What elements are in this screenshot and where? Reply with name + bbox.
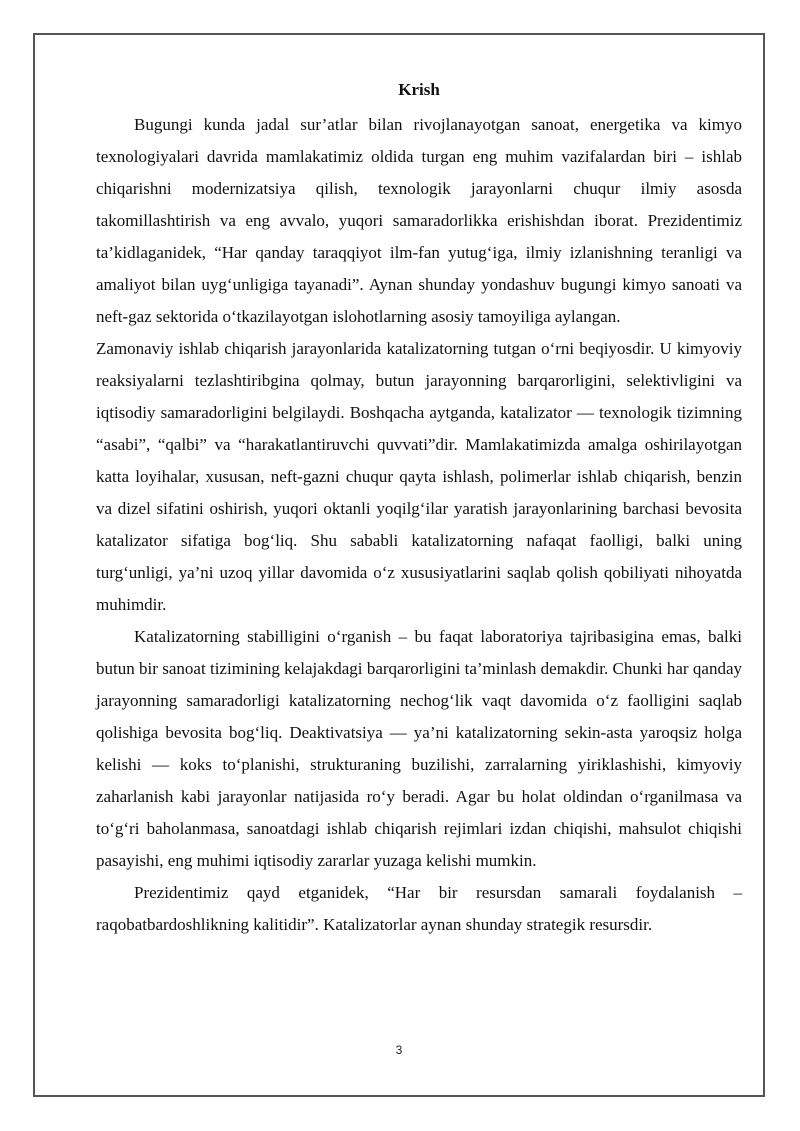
paragraph-resources: Prezidentimiz qayd etganidek, “Har bir resursdan samarali foydalanish – raqobatbardoshlikning kalitidir”. Katalizatorlar aynan shunday strategik resursdir. — [96, 883, 742, 934]
paragraph-intro: Bugungi kunda jadal sur’atlar bilan rivojlanayotgan sanoat, energetika va kimyo texnologiyalari davrida mamlakatimiz oldida turgan eng muhim vazifalardan biri – ishlab chiqarishni modernizatsiya qilish, texnologik jarayonlarni chuqur ilmiy asosda takomillashtirish va eng avvalo, yuqori samaradorlikka erishishdan iborat. Prezidentimiz ta’kidlaganidek, “Har qanday taraqqiyot ilm-fan yutug‘iga, ilmiy izlanishning teranligi va amaliyot bilan uyg‘unligiga tayanadi”. Aynan shunday yondashuv bugungi kimyo sanoati va neft-gaz sektorida o‘tkazilayotgan islohotlarning asosiy tamoyiliga aylangan. — [96, 115, 742, 326]
page-content — [96, 79, 742, 941]
page-number: 3 — [395, 1043, 403, 1057]
document-title: Krish — [398, 80, 440, 99]
paragraph-catalyst-role: Zamonaviy ishlab chiqarish jarayonlarida katalizatorning tutgan o‘rni beqiyosdir. U kimyoviy reaksiyalarni tezlashtiribgina qolmay, butun jarayonning barqarorligini, selektivligini va iqtisodiy samaradorligini belgilaydi. Boshqacha aytganda, katalizator — texnologik tizimning “asabi”, “qalbi” va “harakatlantiruvchi quvvati”dir. Mamlakatimizda amalga oshirilayotgan katta loyihalar, xususan, neft-gazni chuqur qayta ishlash, polimerlar ishlab chiqarish, benzin va dizel sifatini oshirish, yuqori oktanli yoqilg‘ilar yaratish jarayonlarining barchasi bevosita katalizator sifatiga bog‘liq. Shu sababli katalizatorning nafaqat faolligi, balki uning turg‘unligi, ya’ni uzoq yillar davomida o‘z xususiyatlarini saqlab qolish qobiliyati nihoyatda muhimdir. — [96, 339, 742, 614]
document-page — [33, 33, 765, 1097]
paragraph-stability: Katalizatorning stabilligini o‘rganish – bu faqat laboratoriya tajribasigina emas, balki butun bir sanoat tizimining kelajakdagi barqarorligini ta’minlash demakdir. Chunki har qanday jarayonning samaradorligi katalizatorning nechog‘lik vaqt davomida o‘z faolligini saqlab qolishiga bevosita bog‘liq. Deaktivatsiya — ya’ni katalizatorning sekin-asta yaroqsiz holga kelishi — koks to‘planishi, strukturaning buzilishi, zarralarning yiriklashishi, kimyoviy zaharlanish kabi jarayonlar natijasida ro‘y beradi. Agar bu holat oldindan o‘rganilmasa va to‘g‘ri baholanmasa, sanoatdagi ishlab chiqarish rejimlari izdan chiqishi, mahsulot chiqishi pasayishi, eng muhimi iqtisodiy zararlar yuzaga kelishi mumkin. — [96, 627, 742, 870]
